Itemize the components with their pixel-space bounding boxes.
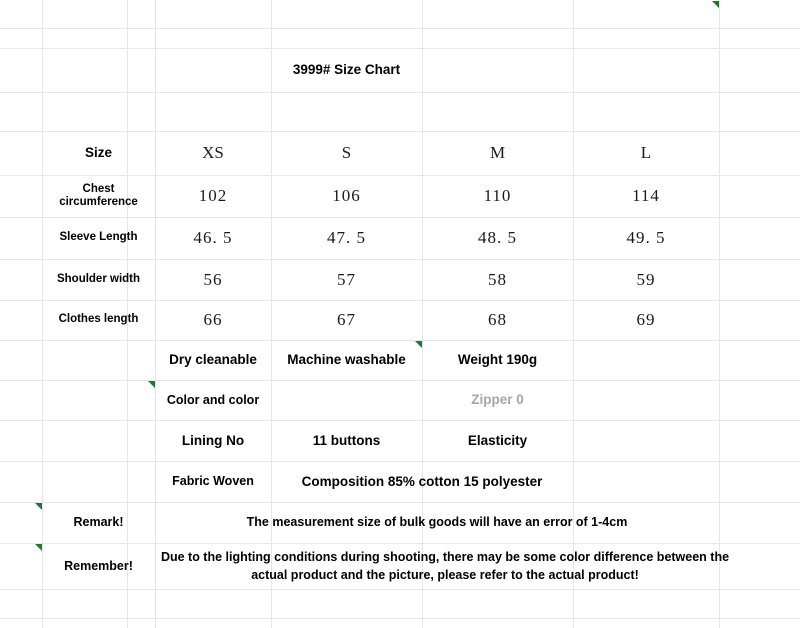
remember-label: Remember! (64, 558, 133, 573)
table-cell-shoulder-l: 59 (636, 269, 656, 289)
table-cell-shoulder-s: 57 (337, 269, 356, 289)
table-header-size-xs: XS (202, 143, 224, 163)
table-cell-chest-xs: 102 (198, 186, 228, 206)
remark-label: Remark! (73, 515, 124, 530)
table-cell-chest-m: 110 (483, 186, 512, 206)
grid-line-horizontal (0, 48, 800, 49)
grid-line-horizontal (0, 618, 800, 619)
comment-flag-icon (712, 1, 719, 8)
table-cell-shoulder-xs: 56 (203, 269, 223, 289)
care-note-composition: Composition 85% cotton 15 polyester (301, 473, 543, 489)
comment-flag-icon (35, 544, 42, 551)
care-note-dry-cleanable: Dry cleanable (169, 352, 257, 368)
table-header-size: Size (84, 145, 112, 161)
table-cell-chest-l: 114 (632, 186, 660, 206)
table-cell-chest-s: 106 (332, 186, 361, 206)
care-note-buttons: 11 buttons (312, 432, 381, 448)
care-note-elasticity: Elasticity (467, 432, 528, 448)
grid-line-horizontal (0, 380, 800, 381)
grid-line-horizontal (0, 92, 800, 93)
care-note-weight: Weight 190g (457, 352, 538, 368)
comment-flag-icon (148, 381, 155, 388)
comment-flag-icon (35, 503, 42, 510)
table-row-label-sleeve-length: Sleeve Length (59, 231, 138, 244)
table-row-label-clothes-length: Clothes length (58, 313, 139, 326)
table-row-label-chest: Chest circumference (59, 182, 138, 208)
table-cell-sleeve-xs: 46. 5 (193, 228, 233, 248)
table-cell-clothes-s: 67 (337, 310, 356, 330)
care-note-zipper: Zipper 0 (471, 392, 524, 408)
grid-line-vertical (719, 0, 720, 628)
care-note-machine-washable: Machine washable (287, 352, 406, 368)
table-cell-sleeve-s: 47. 5 (327, 228, 366, 248)
grid-line-horizontal (0, 28, 800, 29)
table-cell-clothes-l: 69 (636, 310, 656, 330)
care-note-lining: Lining No (181, 432, 245, 448)
care-note-fabric: Fabric Woven (172, 474, 254, 489)
table-header-size-l: L (640, 143, 652, 163)
table-cell-clothes-xs: 66 (203, 310, 223, 330)
table-header-size-m: M (489, 143, 506, 163)
table-row-label-shoulder-width: Shoulder width (56, 272, 141, 285)
table-cell-sleeve-m: 48. 5 (478, 228, 517, 248)
grid-line-horizontal (0, 589, 800, 590)
remark-text: The measurement size of bulk goods will have an error of 1-4cm (246, 515, 628, 530)
remember-text: Due to the lighting conditions during shooting, there may be some color difference between the actual product and the picture, please refer to the actual product! (160, 549, 730, 582)
table-cell-clothes-m: 68 (488, 310, 507, 330)
care-note-color: Color and color (166, 392, 260, 407)
page-title: 3999# Size Chart (292, 62, 401, 78)
table-cell-shoulder-m: 58 (488, 269, 507, 289)
table-cell-sleeve-l: 49. 5 (626, 228, 666, 248)
table-header-size-s: S (341, 143, 352, 163)
